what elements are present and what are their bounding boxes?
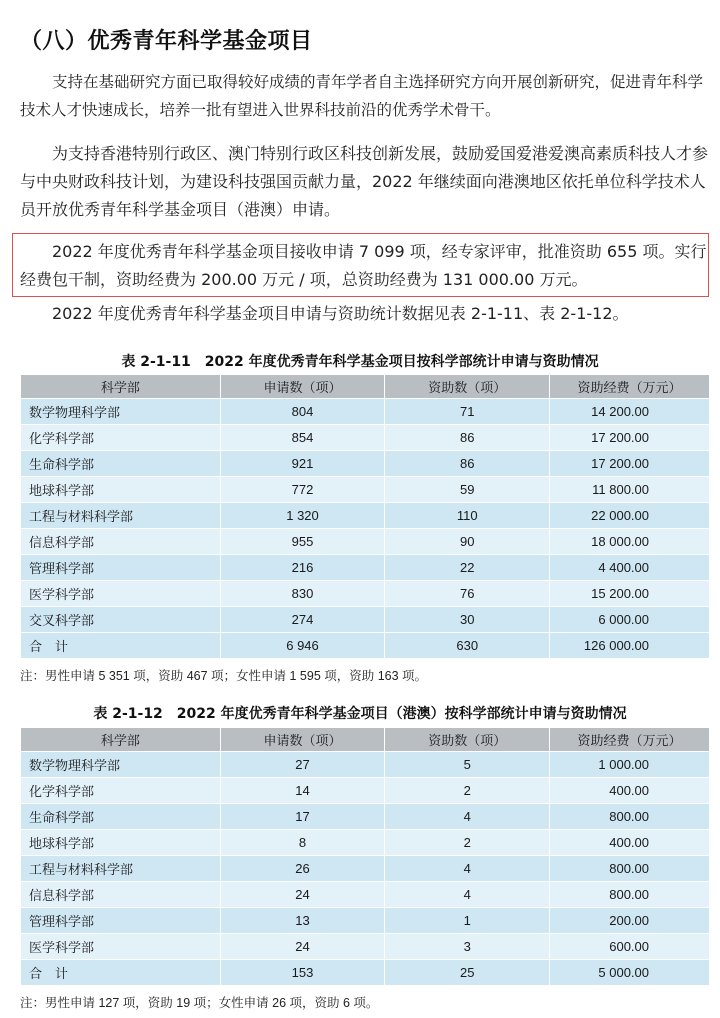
column-header: 资助经费（万元） <box>550 728 710 752</box>
table-cell: 22 <box>385 555 550 581</box>
hk-macau-paragraph: 为支持香港特别行政区、澳门特别行政区科技创新发展，鼓励爱国爱港爱澳高素质科技人才参与中央财政科技计划，为建设科技强国贡献力量，2022 年继续面向港澳地区依托单位科学技术人员开放优秀青年科学基金项目（港澳）申请。 <box>20 144 709 219</box>
table-cell: 600.00 <box>550 934 710 960</box>
table-cell: 153 <box>220 960 385 986</box>
table-cell: 22 000.00 <box>550 503 710 529</box>
table-cell: 信息科学部 <box>21 529 221 555</box>
table-cell: 6 000.00 <box>550 607 710 633</box>
table-row <box>21 908 710 934</box>
table-cell: 800.00 <box>550 882 710 908</box>
column-header: 资助经费（万元） <box>550 375 710 399</box>
table-cell: 110 <box>385 503 550 529</box>
table-cell: 854 <box>220 425 385 451</box>
column-header: 资助数（项） <box>385 375 550 399</box>
table-reference-paragraph: 2022 年度优秀青年科学基金项目申请与资助统计数据见表 2-1-11、表 2-1-12。 <box>52 304 629 323</box>
table-cell: 合 计 <box>21 960 221 986</box>
column-header: 科学部 <box>21 375 221 399</box>
table-cell: 数学物理科学部 <box>21 752 221 778</box>
table-cell: 信息科学部 <box>21 882 221 908</box>
table-cell: 59 <box>385 477 550 503</box>
table-row <box>21 804 710 830</box>
table-cell: 工程与材料科学部 <box>21 503 221 529</box>
table-cell: 13 <box>220 908 385 934</box>
table-row <box>21 934 710 960</box>
table-cell: 15 200.00 <box>550 581 710 607</box>
table-cell: 合 计 <box>21 633 221 659</box>
table-cell: 1 320 <box>220 503 385 529</box>
table1-caption: 表 2-1-11 2022 年度优秀青年科学基金项目按科学部统计申请与资助情况 <box>121 354 599 370</box>
table1-note: 注：男性申请 5 351 项，资助 467 项；女性申请 1 595 项，资助 163 项。 <box>20 669 428 683</box>
table-row <box>21 477 710 503</box>
table-cell: 216 <box>220 555 385 581</box>
table-cell: 地球科学部 <box>21 830 221 856</box>
table2-note: 注：男性申请 127 项，资助 19 项；女性申请 26 项，资助 6 项。 <box>20 996 379 1010</box>
table-cell: 2 <box>385 830 550 856</box>
table-cell: 化学科学部 <box>21 778 221 804</box>
table-row <box>21 830 710 856</box>
table-cell: 400.00 <box>550 830 710 856</box>
table-cell: 630 <box>385 633 550 659</box>
table-cell: 数学物理科学部 <box>21 399 221 425</box>
table-row <box>21 425 710 451</box>
column-header: 资助数（项） <box>385 728 550 752</box>
table-row <box>21 555 710 581</box>
table-cell: 24 <box>220 882 385 908</box>
table-cell: 772 <box>220 477 385 503</box>
table-cell: 5 <box>385 752 550 778</box>
table-cell: 管理科学部 <box>21 555 221 581</box>
table-cell: 27 <box>220 752 385 778</box>
table-total-row <box>21 633 710 659</box>
table-cell: 交叉科学部 <box>21 607 221 633</box>
table-cell: 化学科学部 <box>21 425 221 451</box>
table-cell: 26 <box>220 856 385 882</box>
table-cell: 生命科学部 <box>21 451 221 477</box>
funding-summary-paragraph: 2022 年度优秀青年科学基金项目接收申请 7 099 项，经专家评审，批准资助 655 项。实行经费包干制，资助经费为 200.00 万元 / 项，总资助经费为 131 000.00 万元。 <box>20 242 707 289</box>
table-cell: 86 <box>385 451 550 477</box>
table-cell: 274 <box>220 607 385 633</box>
table-cell: 126 000.00 <box>550 633 710 659</box>
table-cell: 76 <box>385 581 550 607</box>
table-total-row <box>21 960 710 986</box>
table-row <box>21 882 710 908</box>
table-cell: 90 <box>385 529 550 555</box>
table-cell: 14 <box>220 778 385 804</box>
table-cell: 955 <box>220 529 385 555</box>
table-cell: 6 946 <box>220 633 385 659</box>
table-row <box>21 778 710 804</box>
table-cell: 4 <box>385 856 550 882</box>
table-row <box>21 399 710 425</box>
table-cell: 4 <box>385 882 550 908</box>
table-cell: 25 <box>385 960 550 986</box>
table-cell: 24 <box>220 934 385 960</box>
table-cell: 工程与材料科学部 <box>21 856 221 882</box>
table-cell: 5 000.00 <box>550 960 710 986</box>
table-row <box>21 451 710 477</box>
table-cell: 地球科学部 <box>21 477 221 503</box>
table-cell: 800.00 <box>550 856 710 882</box>
table-cell: 71 <box>385 399 550 425</box>
table-cell: 生命科学部 <box>21 804 221 830</box>
table-cell: 830 <box>220 581 385 607</box>
table-cell: 4 <box>385 804 550 830</box>
table-header-row <box>21 375 710 399</box>
column-header: 申请数（项） <box>220 728 385 752</box>
table-cell: 800.00 <box>550 804 710 830</box>
table-cell: 医学科学部 <box>21 934 221 960</box>
table-cell: 医学科学部 <box>21 581 221 607</box>
section-heading: （八）优秀青年科学基金项目 <box>20 29 313 54</box>
table-header-row <box>21 728 710 752</box>
table-cell: 200.00 <box>550 908 710 934</box>
column-header: 申请数（项） <box>220 375 385 399</box>
table-cell: 17 200.00 <box>550 425 710 451</box>
table-cell: 18 000.00 <box>550 529 710 555</box>
table-cell: 4 400.00 <box>550 555 710 581</box>
column-header: 科学部 <box>21 728 221 752</box>
table-cell: 17 <box>220 804 385 830</box>
table-cell: 1 <box>385 908 550 934</box>
table-row <box>21 856 710 882</box>
table-row <box>21 752 710 778</box>
table1 <box>20 374 710 659</box>
table-row <box>21 503 710 529</box>
table-cell: 400.00 <box>550 778 710 804</box>
table-cell: 2 <box>385 778 550 804</box>
table2-caption: 表 2-1-12 2022 年度优秀青年科学基金项目（港澳）按科学部统计申请与资助情况 <box>93 706 627 722</box>
table-row <box>21 607 710 633</box>
table-cell: 30 <box>385 607 550 633</box>
table-cell: 804 <box>220 399 385 425</box>
table-cell: 8 <box>220 830 385 856</box>
table-cell: 14 200.00 <box>550 399 710 425</box>
table-row <box>21 529 710 555</box>
table-cell: 921 <box>220 451 385 477</box>
table-cell: 3 <box>385 934 550 960</box>
table-cell: 管理科学部 <box>21 908 221 934</box>
table-row <box>21 581 710 607</box>
table-cell: 1 000.00 <box>550 752 710 778</box>
intro-paragraph: 支持在基础研究方面已取得较好成绩的青年学者自主选择研究方向开展创新研究，促进青年科学技术人才快速成长，培养一批有望进入世界科技前沿的优秀学术骨干。 <box>20 73 704 119</box>
table-cell: 11 800.00 <box>550 477 710 503</box>
table-cell: 86 <box>385 425 550 451</box>
table-cell: 17 200.00 <box>550 451 710 477</box>
table2 <box>20 727 710 986</box>
